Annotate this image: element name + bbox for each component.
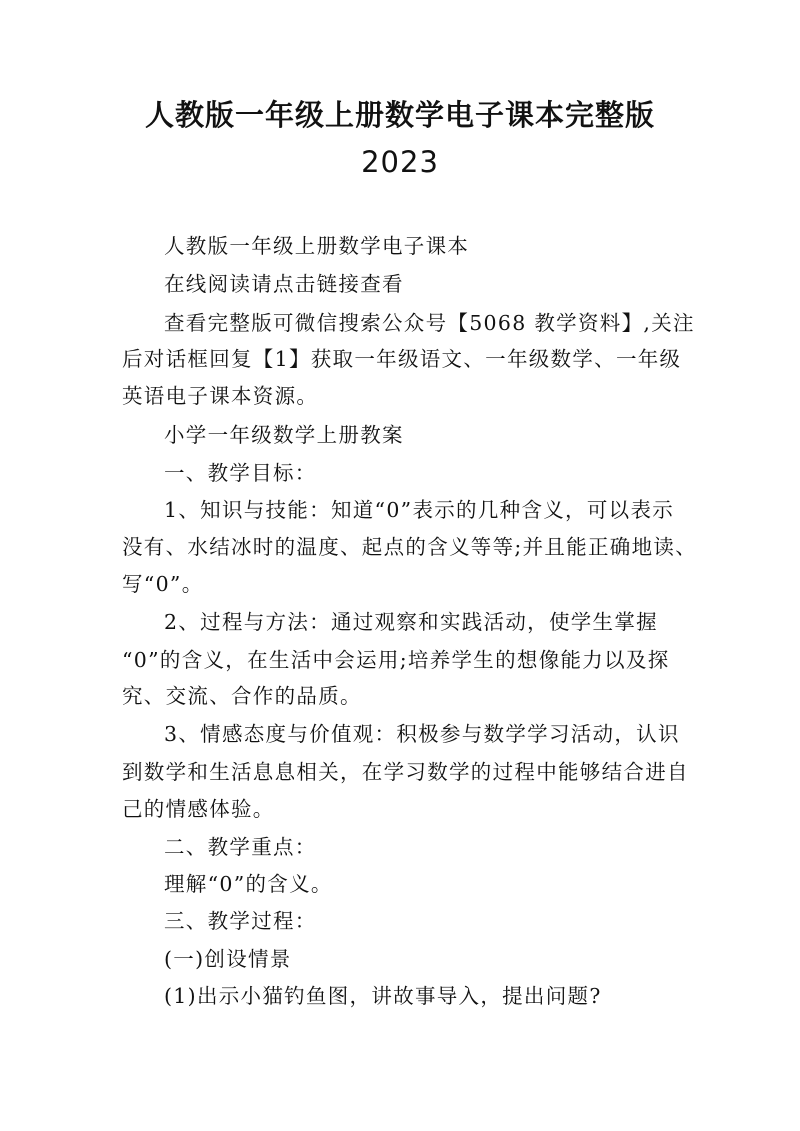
paragraph-line: 没有、水结冰时的温度、起点的含义等等;并且能正确地读、 (122, 535, 698, 559)
section-heading: 二、教学重点： (164, 835, 317, 859)
paragraph-line: 3、情感态度与价值观：积极参与数学学习活动，认识 (164, 722, 680, 746)
paragraph-line: 在线阅读请点击链接查看 (164, 272, 404, 296)
section-heading: 一、教学目标： (164, 461, 317, 485)
paragraph-line: 到数学和生活息息相关，在学习数学的过程中能够结合进自 (122, 760, 689, 784)
paragraph-line: 写“0”。 (122, 572, 204, 596)
paragraph-line: 后对话框回复【1】获取一年级语文、一年级数学、一年级 (122, 347, 682, 371)
paragraph-line: 己的情感体验。 (122, 797, 275, 821)
paragraph-line: 人教版一年级上册数学电子课本 (164, 234, 470, 258)
paragraph-line: 英语电子课本资源。 (122, 384, 319, 408)
paragraph-line: 2、过程与方法：通过观察和实践活动，使学生掌握 (164, 610, 658, 634)
paragraph-line: 小学一年级数学上册教案 (164, 423, 404, 447)
paragraph-line: 理解“0”的含义。 (164, 872, 333, 896)
document-title-year: 2023 (361, 145, 439, 179)
paragraph-line: (1)出示小猫钓鱼图，讲故事导入，提出问题? (164, 984, 602, 1008)
paragraph-line: (一)创设情景 (164, 947, 292, 971)
section-heading: 三、教学过程： (164, 909, 317, 933)
paragraph-line: 1、知识与技能：知道“0”表示的几种含义，可以表示 (164, 498, 675, 522)
paragraph-line: “0”的含义，在生活中会运用;培养学生的想像能力以及探 (122, 648, 670, 672)
paragraph-line: 查看完整版可微信搜索公众号【5068 教学资料】,关注 (164, 311, 695, 335)
document-title: 人教版一年级上册数学电子课本完整版 (144, 98, 655, 132)
paragraph-line: 究、交流、合作的品质。 (122, 684, 362, 708)
